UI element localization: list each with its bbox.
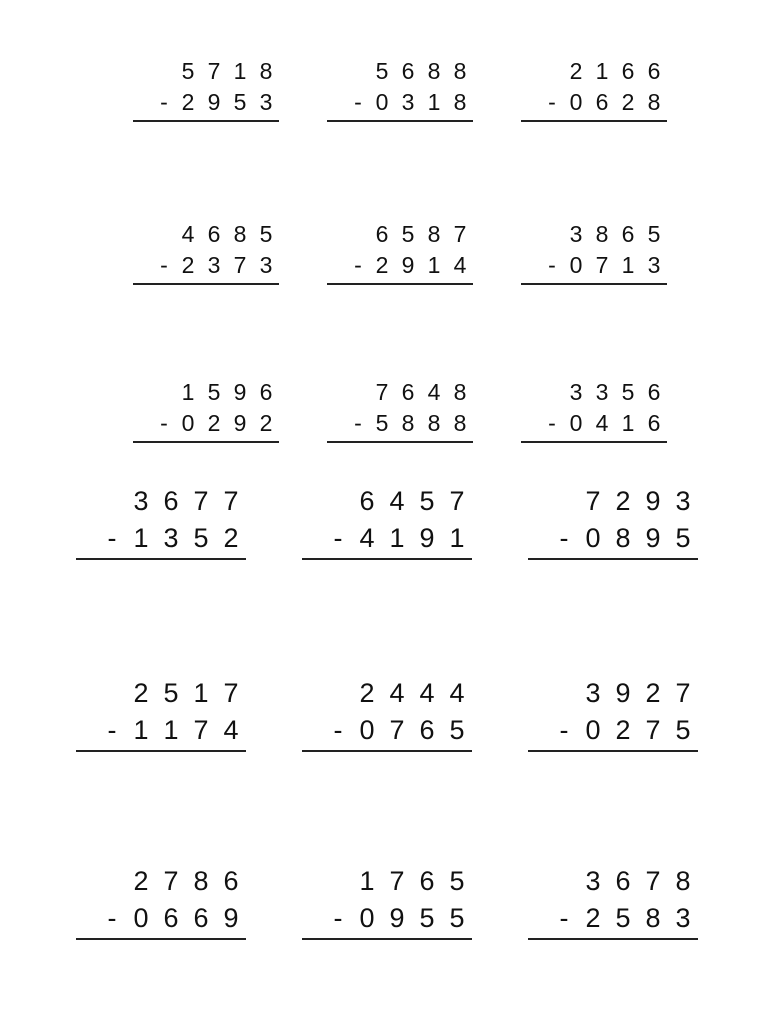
digit: 7 — [449, 486, 465, 516]
problem-1 — [133, 56, 279, 122]
digit: 1 — [621, 410, 635, 436]
digit: 7 — [585, 486, 601, 516]
digit: 5 — [207, 379, 221, 405]
problem-6 — [521, 219, 667, 285]
minuend — [302, 483, 472, 520]
digit: 9 — [645, 523, 661, 553]
digit: 1 — [389, 523, 405, 553]
digit: 6 — [621, 58, 635, 84]
digit: 3 — [259, 89, 273, 115]
digit: 8 — [453, 58, 467, 84]
digit: 8 — [647, 89, 661, 115]
answer-line — [133, 120, 279, 122]
problem-2 — [327, 56, 473, 122]
digit: 7 — [193, 715, 209, 745]
digit: 2 — [359, 678, 375, 708]
answer-line — [302, 938, 472, 940]
digit: 4 — [419, 678, 435, 708]
minuend — [133, 219, 279, 250]
digit: 2 — [133, 866, 149, 896]
digit: 1 — [133, 715, 149, 745]
minus-sign: - — [107, 523, 117, 553]
digit: 7 — [675, 678, 691, 708]
answer-line — [133, 283, 279, 285]
digit: 6 — [359, 486, 375, 516]
digit: 9 — [233, 410, 247, 436]
subtrahend — [528, 520, 698, 557]
digit: 6 — [163, 903, 179, 933]
digit: 5 — [193, 523, 209, 553]
digit: 5 — [401, 221, 415, 247]
answer-line — [521, 120, 667, 122]
digit: 4 — [389, 678, 405, 708]
digit: 5 — [675, 715, 691, 745]
digit: 4 — [453, 252, 467, 278]
digit: 6 — [401, 58, 415, 84]
minuend — [133, 377, 279, 408]
subtrahend — [521, 87, 667, 118]
digit: 2 — [181, 252, 195, 278]
digit: 5 — [163, 678, 179, 708]
digit: 9 — [233, 379, 247, 405]
digit: 0 — [359, 715, 375, 745]
problem-11 — [302, 483, 472, 560]
digit: 2 — [207, 410, 221, 436]
digit: 7 — [389, 715, 405, 745]
digit: 3 — [259, 252, 273, 278]
problem-15 — [528, 675, 698, 752]
digit: 8 — [615, 523, 631, 553]
minuend — [76, 483, 246, 520]
minuend — [327, 219, 473, 250]
problem-9 — [521, 377, 667, 443]
digit: 5 — [375, 410, 389, 436]
digit: 0 — [375, 89, 389, 115]
subtrahend — [528, 712, 698, 749]
minus-sign: - — [548, 410, 556, 436]
digit: 5 — [449, 866, 465, 896]
minus-sign: - — [333, 523, 343, 553]
problem-4 — [133, 219, 279, 285]
digit: 9 — [419, 523, 435, 553]
digit: 3 — [595, 379, 609, 405]
digit: 6 — [615, 866, 631, 896]
digit: 4 — [181, 221, 195, 247]
answer-line — [76, 750, 246, 752]
digit: 2 — [569, 58, 583, 84]
digit: 8 — [259, 58, 273, 84]
subtrahend — [133, 250, 279, 281]
problem-14 — [302, 675, 472, 752]
digit: 9 — [207, 89, 221, 115]
digit: 1 — [621, 252, 635, 278]
digit: 5 — [615, 903, 631, 933]
digit: 5 — [375, 58, 389, 84]
digit: 1 — [193, 678, 209, 708]
digit: 0 — [133, 903, 149, 933]
minuend — [521, 219, 667, 250]
minus-sign: - — [333, 903, 343, 933]
digit: 4 — [359, 523, 375, 553]
digit: 0 — [569, 89, 583, 115]
subtrahend — [302, 712, 472, 749]
digit: 9 — [401, 252, 415, 278]
problem-13 — [76, 675, 246, 752]
digit: 7 — [595, 252, 609, 278]
digit: 6 — [621, 221, 635, 247]
digit: 3 — [585, 678, 601, 708]
digit: 2 — [615, 715, 631, 745]
minuend — [521, 377, 667, 408]
minuend — [327, 377, 473, 408]
subtrahend — [528, 900, 698, 937]
digit: 7 — [163, 866, 179, 896]
digit: 8 — [233, 221, 247, 247]
minuend — [528, 675, 698, 712]
subtrahend — [76, 712, 246, 749]
digit: 8 — [675, 866, 691, 896]
digit: 8 — [453, 379, 467, 405]
digit: 8 — [645, 903, 661, 933]
subtrahend — [521, 250, 667, 281]
digit: 5 — [233, 89, 247, 115]
digit: 2 — [181, 89, 195, 115]
digit: 7 — [223, 486, 239, 516]
digit: 5 — [647, 221, 661, 247]
minus-sign: - — [107, 903, 117, 933]
answer-line — [133, 441, 279, 443]
digit: 7 — [453, 221, 467, 247]
digit: 5 — [419, 903, 435, 933]
minus-sign: - — [354, 252, 362, 278]
answer-line — [76, 558, 246, 560]
digit: 8 — [427, 58, 441, 84]
problem-5 — [327, 219, 473, 285]
minuend — [133, 56, 279, 87]
digit: 8 — [193, 866, 209, 896]
digit: 2 — [615, 486, 631, 516]
digit: 6 — [375, 221, 389, 247]
digit: 2 — [621, 89, 635, 115]
digit: 1 — [233, 58, 247, 84]
minuend — [327, 56, 473, 87]
digit: 5 — [449, 903, 465, 933]
digit: 7 — [207, 58, 221, 84]
digit: 7 — [389, 866, 405, 896]
digit: 3 — [569, 379, 583, 405]
digit: 6 — [419, 715, 435, 745]
answer-line — [528, 750, 698, 752]
digit: 4 — [595, 410, 609, 436]
minus-sign: - — [548, 252, 556, 278]
digit: 9 — [389, 903, 405, 933]
minus-sign: - — [354, 89, 362, 115]
digit: 5 — [259, 221, 273, 247]
digit: 3 — [207, 252, 221, 278]
digit: 6 — [647, 58, 661, 84]
digit: 1 — [181, 379, 195, 405]
digit: 7 — [645, 715, 661, 745]
answer-line — [302, 750, 472, 752]
digit: 6 — [595, 89, 609, 115]
minuend — [76, 675, 246, 712]
digit: 2 — [645, 678, 661, 708]
problem-18 — [528, 863, 698, 940]
digit: 4 — [449, 678, 465, 708]
digit: 8 — [453, 89, 467, 115]
minus-sign: - — [160, 252, 168, 278]
answer-line — [521, 283, 667, 285]
digit: 3 — [675, 486, 691, 516]
digit: 1 — [595, 58, 609, 84]
problem-16 — [76, 863, 246, 940]
digit: 7 — [233, 252, 247, 278]
digit: 5 — [621, 379, 635, 405]
digit: 8 — [427, 221, 441, 247]
subtrahend — [133, 87, 279, 118]
problem-12 — [528, 483, 698, 560]
minus-sign: - — [354, 410, 362, 436]
digit: 3 — [675, 903, 691, 933]
digit: 0 — [569, 410, 583, 436]
digit: 0 — [181, 410, 195, 436]
minus-sign: - — [160, 89, 168, 115]
answer-line — [521, 441, 667, 443]
digit: 9 — [645, 486, 661, 516]
digit: 5 — [675, 523, 691, 553]
answer-line — [302, 558, 472, 560]
digit: 7 — [375, 379, 389, 405]
subtrahend — [76, 520, 246, 557]
digit: 7 — [645, 866, 661, 896]
digit: 1 — [133, 523, 149, 553]
digit: 0 — [585, 715, 601, 745]
digit: 6 — [207, 221, 221, 247]
subtrahend — [327, 408, 473, 439]
digit: 2 — [375, 252, 389, 278]
digit: 8 — [595, 221, 609, 247]
digit: 8 — [427, 410, 441, 436]
digit: 3 — [163, 523, 179, 553]
subtrahend — [302, 900, 472, 937]
answer-line — [528, 938, 698, 940]
subtrahend — [76, 900, 246, 937]
digit: 2 — [223, 523, 239, 553]
digit: 9 — [223, 903, 239, 933]
minuend — [528, 483, 698, 520]
digit: 9 — [615, 678, 631, 708]
problem-17 — [302, 863, 472, 940]
minus-sign: - — [160, 410, 168, 436]
digit: 3 — [569, 221, 583, 247]
minuend — [76, 863, 246, 900]
digit: 6 — [647, 410, 661, 436]
digit: 6 — [647, 379, 661, 405]
digit: 2 — [585, 903, 601, 933]
answer-line — [327, 283, 473, 285]
answer-line — [327, 441, 473, 443]
minus-sign: - — [333, 715, 343, 745]
digit: 5 — [419, 486, 435, 516]
answer-line — [528, 558, 698, 560]
digit: 5 — [449, 715, 465, 745]
minuend — [302, 863, 472, 900]
digit: 1 — [427, 89, 441, 115]
digit: 6 — [193, 903, 209, 933]
problem-8 — [327, 377, 473, 443]
subtrahend — [302, 520, 472, 557]
digit: 3 — [647, 252, 661, 278]
subtrahend — [327, 250, 473, 281]
problem-10 — [76, 483, 246, 560]
digit: 6 — [401, 379, 415, 405]
digit: 6 — [259, 379, 273, 405]
digit: 3 — [133, 486, 149, 516]
subtrahend — [133, 408, 279, 439]
digit: 1 — [359, 866, 375, 896]
digit: 6 — [163, 486, 179, 516]
digit: 6 — [223, 866, 239, 896]
digit: 7 — [223, 678, 239, 708]
digit: 4 — [389, 486, 405, 516]
digit: 4 — [223, 715, 239, 745]
digit: 2 — [259, 410, 273, 436]
digit: 3 — [401, 89, 415, 115]
problem-3 — [521, 56, 667, 122]
minuend — [521, 56, 667, 87]
minus-sign: - — [559, 523, 569, 553]
subtrahend — [327, 87, 473, 118]
digit: 4 — [427, 379, 441, 405]
digit: 8 — [401, 410, 415, 436]
answer-line — [327, 120, 473, 122]
digit: 0 — [585, 523, 601, 553]
problem-7 — [133, 377, 279, 443]
digit: 0 — [569, 252, 583, 278]
digit: 0 — [359, 903, 375, 933]
minus-sign: - — [548, 89, 556, 115]
subtrahend — [521, 408, 667, 439]
answer-line — [76, 938, 246, 940]
digit: 7 — [193, 486, 209, 516]
minus-sign: - — [107, 715, 117, 745]
digit: 2 — [133, 678, 149, 708]
digit: 5 — [181, 58, 195, 84]
minus-sign: - — [559, 715, 569, 745]
digit: 1 — [427, 252, 441, 278]
digit: 1 — [449, 523, 465, 553]
digit: 8 — [453, 410, 467, 436]
digit: 3 — [585, 866, 601, 896]
minus-sign: - — [559, 903, 569, 933]
digit: 1 — [163, 715, 179, 745]
minuend — [528, 863, 698, 900]
digit: 6 — [419, 866, 435, 896]
minuend — [302, 675, 472, 712]
